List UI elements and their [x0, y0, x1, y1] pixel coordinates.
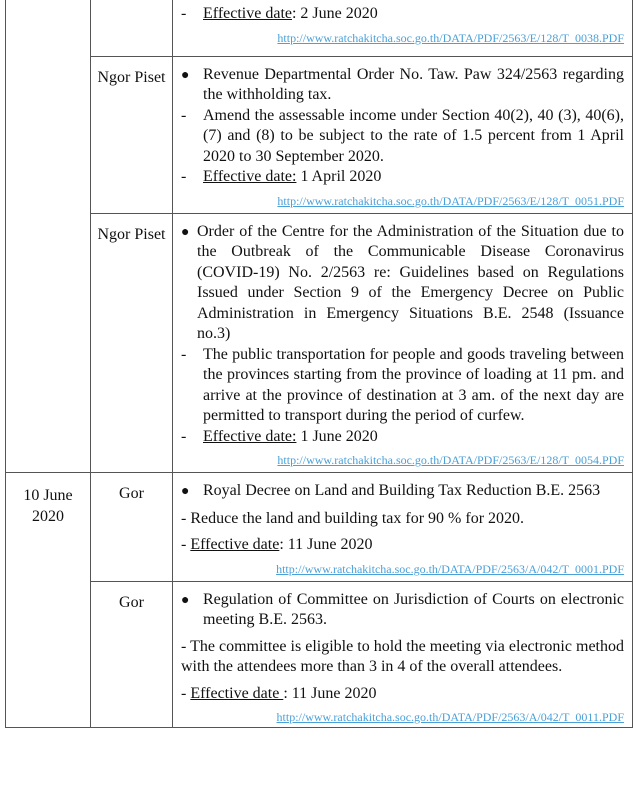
legislation-table [5, 0, 633, 728]
order-detail: - Reduce the land and building tax for 90 % for 2020. [181, 509, 525, 527]
effective-date-value: 1 April 2020 [296, 168, 382, 185]
effective-date-line: - Effective date: 11 June 2020 [181, 536, 373, 553]
effective-date-label: Effective date: [203, 427, 297, 445]
gazette-link[interactable]: http://www.ratchakitcha.soc.go.th/DATA/PDF/2563/A/042/T_0001.PDF [276, 561, 624, 576]
effective-date-line: - Effective date : 11 June 2020 [181, 684, 377, 702]
effective-date-value: : 11 June 2020 [283, 684, 377, 702]
gazette-link[interactable]: http://www.ratchakitcha.soc.go.th/DATA/PDF/2563/E/128/T_0038.PDF [277, 30, 624, 45]
effective-date-value: 1 June 2020 [296, 427, 378, 445]
bullet-icon [181, 481, 203, 503]
order-title: ● Royal Decree on Land and Building Tax Reduction B.E. 2563 [181, 481, 624, 503]
effective-date-label: Effective date [190, 684, 284, 702]
gazette-link[interactable]: http://www.ratchakitcha.soc.go.th/DATA/PDF/2563/A/042/T_0011.PDF [276, 710, 624, 724]
effective-date-value: : 2 June 2020 [291, 5, 378, 22]
gazette-link[interactable]: http://www.ratchakitcha.soc.go.th/DATA/PDF/2563/E/128/T_0051.PDF [277, 193, 624, 208]
order-title: ● Revenue Departmental Order No. Taw. Paw 324/2563 regarding the withholding tax. [181, 65, 624, 106]
order-detail: - The public transportation for people and goods traveling between the provinces starting from the province of loading at 11 pm. and arrive at the province of destination at 3 am. of the next day are permitted to transport during the period of curfew. [181, 345, 624, 424]
bullet-icon [181, 590, 203, 631]
table-row [6, 56, 633, 213]
effective-date-line: - Effective date: 1 June 2020 [181, 427, 378, 445]
table-row [6, 213, 633, 473]
author-cell: Ngor Piset [91, 213, 173, 473]
author-cell: Ngor Piset [91, 56, 173, 213]
order-detail: - The committee is eligible to hold the meeting via electronic method with the attendees more than 3 in 4 of the overall attendees. [181, 637, 624, 675]
effective-date-label: Effective date [190, 536, 280, 553]
effective-date-line: - Effective date: 2 June 2020 [181, 5, 378, 22]
order-title: ● Order of the Centre for the Administration of the Situation due to the Outbreak of the Communicable Disease Coronavirus (COVID-19) No. 2/2563 re: Guidelines based on Regulations Issued under Section 9 of the Emergency Decree on Public Administration in Emergency Situations B.E. 2548 (Issuance no.3) [181, 222, 624, 345]
date-cell: 10 June 2020 [6, 473, 91, 582]
bullet-icon [181, 65, 203, 106]
order-title: ● Regulation of Committee on Jurisdiction of Courts on electronic meeting B.E. 2563. [181, 590, 624, 631]
effective-date-label: Effective date: [203, 168, 297, 185]
effective-date-value: : 11 June 2020 [279, 536, 373, 553]
author-cell: Gor [91, 581, 173, 728]
order-detail: - Amend the assessable income under Section 40(2), 40 (3), 40(6), (7) and (8) to be subject to the rate of 1.5 percent from 1 April 2020 to 30 September 2020. [181, 106, 624, 165]
effective-date-label: Effective date [203, 5, 292, 22]
effective-date-line: - Effective date: 1 April 2020 [181, 168, 382, 185]
gazette-link[interactable]: http://www.ratchakitcha.soc.go.th/DATA/PDF/2563/E/128/T_0054.PDF [277, 453, 624, 467]
bullet-icon [181, 222, 197, 345]
table-row [6, 473, 633, 582]
author-cell: Gor [91, 473, 173, 582]
table-row [6, 0, 633, 56]
table-row [6, 581, 633, 728]
